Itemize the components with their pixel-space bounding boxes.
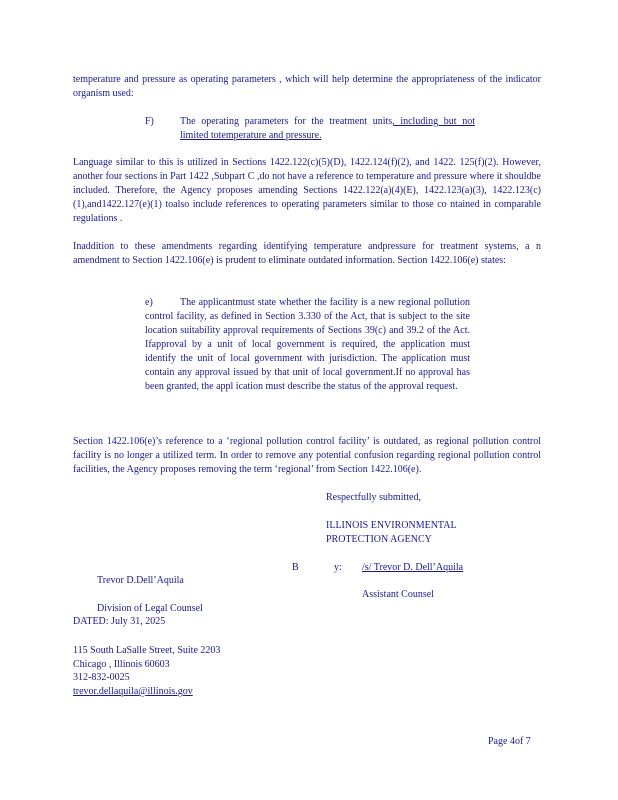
quote1-text: The operating parameters for the treatment units (180, 116, 393, 127)
signer-title: Assistant Counsel (362, 589, 434, 600)
division: Division of Legal Counsel (97, 603, 203, 614)
email-link[interactable]: trevor.dellaquila@illinois.gov (73, 686, 193, 697)
address-phone: 312-832-0025 (73, 672, 130, 683)
dated: DATED: July 31, 2025 (73, 616, 166, 627)
closing: Respectfully submitted, (326, 492, 421, 503)
org-line-1: ILLINOIS ENVIRONMENTAL (326, 520, 457, 531)
address-city: Chicago , Illinois 60603 (73, 659, 170, 670)
quote2-text: The applicantmust state whether the facility is a new regional pollution control facility, as defined in Section 3.330 of the Act, that is subject to the site location suitability approval requirements of Sections 39(c) and 39.2 of the Act. Ifapproval by a unit of local government is required, the application must identify the unit of local government with jurisdiction. The application must contain any approval issued by that unit of local government.If no approval has been granted, the appl ication must describe the status of the approval request. (145, 297, 470, 392)
paragraph-intro: temperature and pressure as operating parameters , which will help determine the appropriateness of the indicator organism used: (73, 74, 541, 99)
signer-name: Trevor D.Dell’Aquila (97, 575, 184, 586)
quote1-body (180, 115, 475, 143)
address-street: 115 South LaSalle Street, Suite 2203 (73, 645, 221, 656)
by-letter-b: B (292, 562, 299, 573)
quote1-label: F) (145, 116, 154, 127)
quote2-body (145, 296, 470, 394)
quote1-underlined-text: , including but not limited totemperature and pressure. (180, 116, 475, 141)
org-line-2: PROTECTION AGENCY (326, 534, 432, 545)
paragraph-language: Language similar to this is utilized in Sections 1422.122(c)(5)(D), 1422.124(f)(2), and 1422. 125(f)(2). However, another four sections in Part 1422 ,Subpart C ,do not have a reference to temperature and pressure where it shouldbe included. Therefore, the Agency proposes amending Sections 1422.122(a)(4)(E), 1422.123(a)(3), 1422.123(c)(1),and1422.127(e)(1) toalso include references to operating parameters similar to those co ntained in comparable regulations . (73, 157, 541, 224)
by-letter-y: y: (334, 562, 342, 573)
page-number: Page 4of 7 (488, 736, 531, 747)
paragraph-section-reference: Section 1422.106(e)’s reference to a ‘regional pollution control facility’ is outdated, as regional pollution control facility is no longer a utilized term. In order to remove any potential confusion regarding regional pollution control facilities, the Agency proposes removing the term ‘regional’ from Section 1422.106(e). (73, 436, 541, 475)
quote2-label: e) (145, 297, 153, 308)
paragraph-in-addition: Inaddition to these amendments regarding identifying temperature andpressure for treatment systems, a n amendment to Section 1422.106(e) is prudent to eliminate outdated information. Section 1422.106(e) states: (73, 241, 541, 266)
signature-line: /s/ Trevor D. Dell’Aquila (362, 562, 464, 573)
